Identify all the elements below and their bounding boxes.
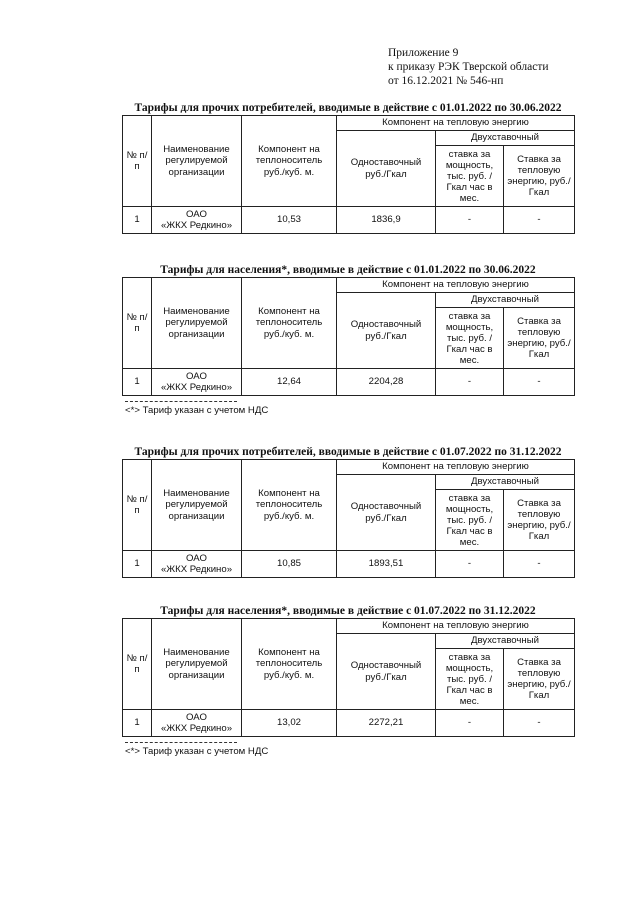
cell-capacity-rate: - [436,710,504,737]
cell-one-rate: 2204,28 [337,369,436,396]
header-two-rate: Двухставочный [436,475,575,490]
tariff-table [122,277,575,396]
header-heat-carrier: Компонент на теплоноситель руб./куб. м. [242,278,337,369]
cell-num: 1 [123,551,152,578]
header-two-rate: Двухставочный [436,634,575,649]
cell-organization [152,369,242,396]
tariff-table [122,459,575,578]
org-line1: ОАО [186,208,207,220]
cell-one-rate: 2272,21 [337,710,436,737]
header-one-rate: Одноставочный руб./Гкал [337,131,436,207]
header-organization: Наименование регулируемой организации [152,460,242,551]
footnote: <*> Тариф указан с учетом НДС [125,746,269,757]
cell-capacity-rate: - [436,551,504,578]
org-line1: ОАО [186,370,207,382]
header-organization: Наименование регулируемой организации [152,619,242,710]
cell-energy-rate: - [504,369,575,396]
cell-num: 1 [123,710,152,737]
tariff-block-4 [122,604,574,757]
header-capacity-rate: ставка за мощность, тыс. руб. /Гкал час в мес. [436,146,504,207]
header-one-rate: Одноставочный руб./Гкал [337,475,436,551]
footnote-separator [125,742,237,743]
cell-one-rate: 1893,51 [337,551,436,578]
table-title: Тарифы для населения*, вводимые в действие с 01.01.2022 по 30.06.2022 [160,264,536,276]
table-title: Тарифы для населения*, вводимые в действие с 01.07.2022 по 31.12.2022 [160,605,536,617]
cell-energy-rate: - [504,207,575,234]
footnote: <*> Тариф указан с учетом НДС [125,405,269,416]
cell-heat-carrier: 10,53 [242,207,337,234]
appendix-order-ref: к приказу РЭК Тверской области [388,61,549,73]
appendix-header [388,46,549,88]
header-num: № п/п [123,116,152,207]
table-row [123,207,575,234]
org-line1: ОАО [186,711,207,723]
table-title: Тарифы для прочих потребителей, вводимые в действие с 01.07.2022 по 31.12.2022 [134,446,562,458]
header-num: № п/п [123,278,152,369]
cell-organization [152,207,242,234]
appendix-title: Приложение 9 [388,47,459,59]
tariff-table [122,618,575,737]
header-heat-energy: Компонент на тепловую энергию [337,460,575,475]
appendix-order-date: от 16.12.2021 № 546-нп [388,75,504,87]
header-capacity-rate: ставка за мощность, тыс. руб. /Гкал час в мес. [436,490,504,551]
header-one-rate: Одноставочный руб./Гкал [337,293,436,369]
header-one-rate: Одноставочный руб./Гкал [337,634,436,710]
table-row [123,369,575,396]
tariff-block-3 [122,445,574,578]
cell-heat-carrier: 13,02 [242,710,337,737]
header-energy-rate: Ставка за тепловую энергию, руб./Гкал [504,490,575,551]
cell-num: 1 [123,207,152,234]
cell-energy-rate: - [504,551,575,578]
cell-capacity-rate: - [436,369,504,396]
header-organization: Наименование регулируемой организации [152,116,242,207]
cell-heat-carrier: 10,85 [242,551,337,578]
cell-one-rate: 1836,9 [337,207,436,234]
table-row [123,551,575,578]
cell-heat-carrier: 12,64 [242,369,337,396]
header-heat-energy: Компонент на тепловую энергию [337,619,575,634]
header-heat-carrier: Компонент на теплоноситель руб./куб. м. [242,619,337,710]
table-row [123,710,575,737]
header-two-rate: Двухставочный [436,131,575,146]
cell-capacity-rate: - [436,207,504,234]
header-capacity-rate: ставка за мощность, тыс. руб. /Гкал час в мес. [436,649,504,710]
org-line2: «ЖКХ Редкино» [160,564,233,575]
cell-organization [152,710,242,737]
header-heat-energy: Компонент на тепловую энергию [337,278,575,293]
table-title: Тарифы для прочих потребителей, вводимые в действие с 01.01.2022 по 30.06.2022 [134,102,562,114]
cell-num: 1 [123,369,152,396]
tariff-table [122,115,575,234]
header-organization: Наименование регулируемой организации [152,278,242,369]
header-energy-rate: Ставка за тепловую энергию, руб./Гкал [504,146,575,207]
org-line2: «ЖКХ Редкино» [160,220,233,231]
cell-organization [152,551,242,578]
header-energy-rate: Ставка за тепловую энергию, руб./Гкал [504,308,575,369]
cell-energy-rate: - [504,710,575,737]
header-num: № п/п [123,460,152,551]
header-heat-energy: Компонент на тепловую энергию [337,116,575,131]
org-line2: «ЖКХ Редкино» [160,723,233,734]
header-capacity-rate: ставка за мощность, тыс. руб. /Гкал час в мес. [436,308,504,369]
org-line1: ОАО [186,552,207,564]
header-heat-carrier: Компонент на теплоноситель руб./куб. м. [242,116,337,207]
org-line2: «ЖКХ Редкино» [160,382,233,393]
header-two-rate: Двухставочный [436,293,575,308]
header-energy-rate: Ставка за тепловую энергию, руб./Гкал [504,649,575,710]
header-num: № п/п [123,619,152,710]
tariff-block-1 [122,101,574,234]
header-heat-carrier: Компонент на теплоноситель руб./куб. м. [242,460,337,551]
tariff-block-2 [122,263,574,416]
footnote-separator [125,401,237,402]
